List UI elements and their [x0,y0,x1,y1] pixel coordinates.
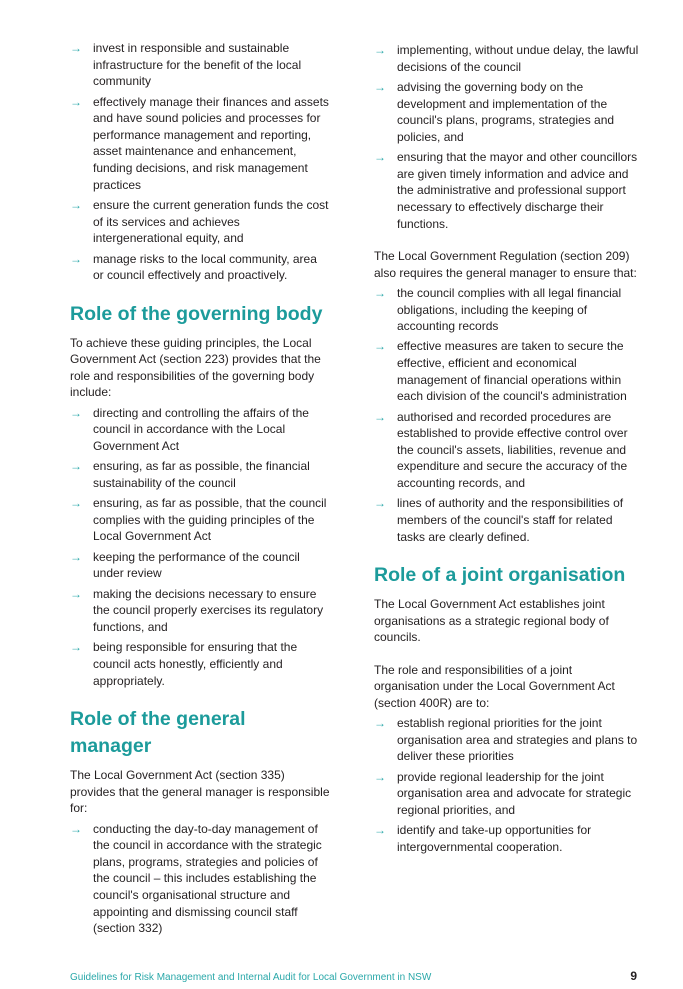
arrow-right-icon: → [374,769,386,784]
list-item [70,549,330,582]
list-item [70,40,330,90]
list-item-text: ensuring, as far as possible, that the council complies with the guiding principles of the Local Government Act [93,496,327,544]
footer-title: Guidelines for Risk Management and Internal Audit for Local Government in NSW [70,972,432,983]
arrow-right-icon: → [374,285,386,300]
list-item [70,458,330,491]
arrow-right-icon: → [374,79,386,94]
list-item-text: the council complies with all legal financial obligations, including the keeping of accounting records [397,285,622,334]
list-item [374,79,639,145]
list-item-text: being responsible for ensuring that the council acts honestly, efficiently and appropriately. [93,640,298,688]
arrow-right-icon: → [70,821,82,836]
arrow-right-icon: → [70,640,82,655]
list-item-text: ensuring that the mayor and other councillors are given timely information and advice and the administrative and professional support necessary to effectively discharge their functions. [397,150,638,231]
arrow-right-icon: → [70,496,82,511]
list-item [70,251,330,284]
governing-body-heading: Role of the governing body [70,302,323,325]
list-item [374,769,639,819]
list-item-text: advising the governing body on the development and implementation of the council's plans, programs, strategies and policies, and [397,79,615,144]
regulation-intro: The Local Government Regulation (section 209) also requires the general manager to ensure that: [374,248,637,280]
general-manager-intro: The Local Government Act (section 335) provides that the general manager is responsible for: [70,767,330,816]
arrow-right-icon: → [374,496,386,511]
arrow-right-icon: → [374,150,386,165]
list-item-text: implementing, without undue delay, the lawful decisions of the council [397,43,639,74]
arrow-right-icon: → [70,94,82,109]
list-item [374,409,639,492]
arrow-right-icon: → [374,43,386,57]
left-column [70,40,330,940]
list-item-text: effective measures are taken to secure the effective, efficient and economical management of financial operations within each division of the council's administration [397,339,627,404]
joint-organisation-bullet-list [374,715,639,855]
list-item-text: invest in responsible and sustainable infrastructure for the benefit of the local community [93,41,302,89]
general-manager-bullet-list-cont [374,42,639,232]
right-column [374,40,639,859]
page-footer [70,969,637,983]
regulation-bullet-list [374,285,639,545]
list-item-text: authorised and recorded procedures are established to provide effective control over the council's assets, liabilities, revenue and expenditure and secure the accuracy of the accounting records, and [397,409,628,491]
list-item [374,338,639,404]
list-item [70,405,330,455]
list-item [374,822,639,855]
arrow-right-icon: → [70,405,82,420]
list-item [70,639,330,689]
list-item-text: ensure the current generation funds the cost of its services and achieves intergenerational equity, and [93,197,329,246]
governing-body-bullet-list [70,405,330,689]
general-manager-heading: Role of the general manager [70,707,246,757]
list-item [374,42,639,75]
intro-bullet-list [70,40,330,284]
list-item [70,821,330,937]
list-item [70,94,330,194]
list-item-text: making the decisions necessary to ensure the council properly exercises its regulatory functions, and [93,586,324,634]
list-item [374,495,639,545]
list-item [70,495,330,545]
list-item [374,149,639,232]
list-item-text: ensuring, as far as possible, the financial sustainability of the council [93,459,310,490]
list-item-text: manage risks to the local community, area or council effectively and proactively. [93,251,317,283]
arrow-right-icon: → [70,41,82,55]
list-item-text: lines of authority and the responsibilities of members of the council's staff for related tasks are clearly defined. [397,496,624,544]
list-item-text: effectively manage their finances and assets and have sound policies and processes for performance management and reporting, asset maintenance and enhancement, funding decisions, and risk management practices [93,94,329,192]
arrow-right-icon: → [70,251,82,266]
joint-organisation-heading: Role of a joint organisation [374,564,626,586]
list-item [374,715,639,765]
page-number: 9 [630,969,637,983]
arrow-right-icon: → [374,716,386,731]
arrow-right-icon: → [70,459,82,474]
arrow-right-icon: → [374,823,386,838]
general-manager-bullet-list [70,821,330,937]
list-item [374,285,639,335]
list-item-text: identify and take-up opportunities for intergovernmental cooperation. [397,823,592,854]
list-item-text: provide regional leadership for the joint organisation area and advocate for strategic regional priorities, and [397,769,632,817]
arrow-right-icon: → [70,197,82,212]
list-item-text: establish regional priorities for the joint organisation area and strategies and plans to deliver these priorities [397,716,638,764]
joint-organisation-para-2: The role and responsibilities of a joint organisation under the Local Government Act (section 400R) are to: [374,662,615,710]
list-item-text: conducting the day-to-day management of the council in accordance with the strategic plans, programs, strategies and policies of the council – this includes establishing the council's organisational structure and appointing and dismissing council staff (section 332) [93,821,322,936]
arrow-right-icon: → [70,586,82,601]
arrow-right-icon: → [70,549,82,564]
governing-body-intro: To achieve these guiding principles, the Local Government Act (section 223) provides that the role and responsibilities of the governing body include: [70,335,321,400]
list-item [70,197,330,247]
list-item-text: keeping the performance of the council under review [93,549,300,581]
list-item [70,586,330,636]
joint-organisation-para-1: The Local Government Act establishes joint organisations as a strategic regional body of councils. [374,597,609,645]
arrow-right-icon: → [374,339,386,354]
list-item-text: directing and controlling the affairs of the council in accordance with the Local Government Act [93,405,309,453]
arrow-right-icon: → [374,409,386,424]
